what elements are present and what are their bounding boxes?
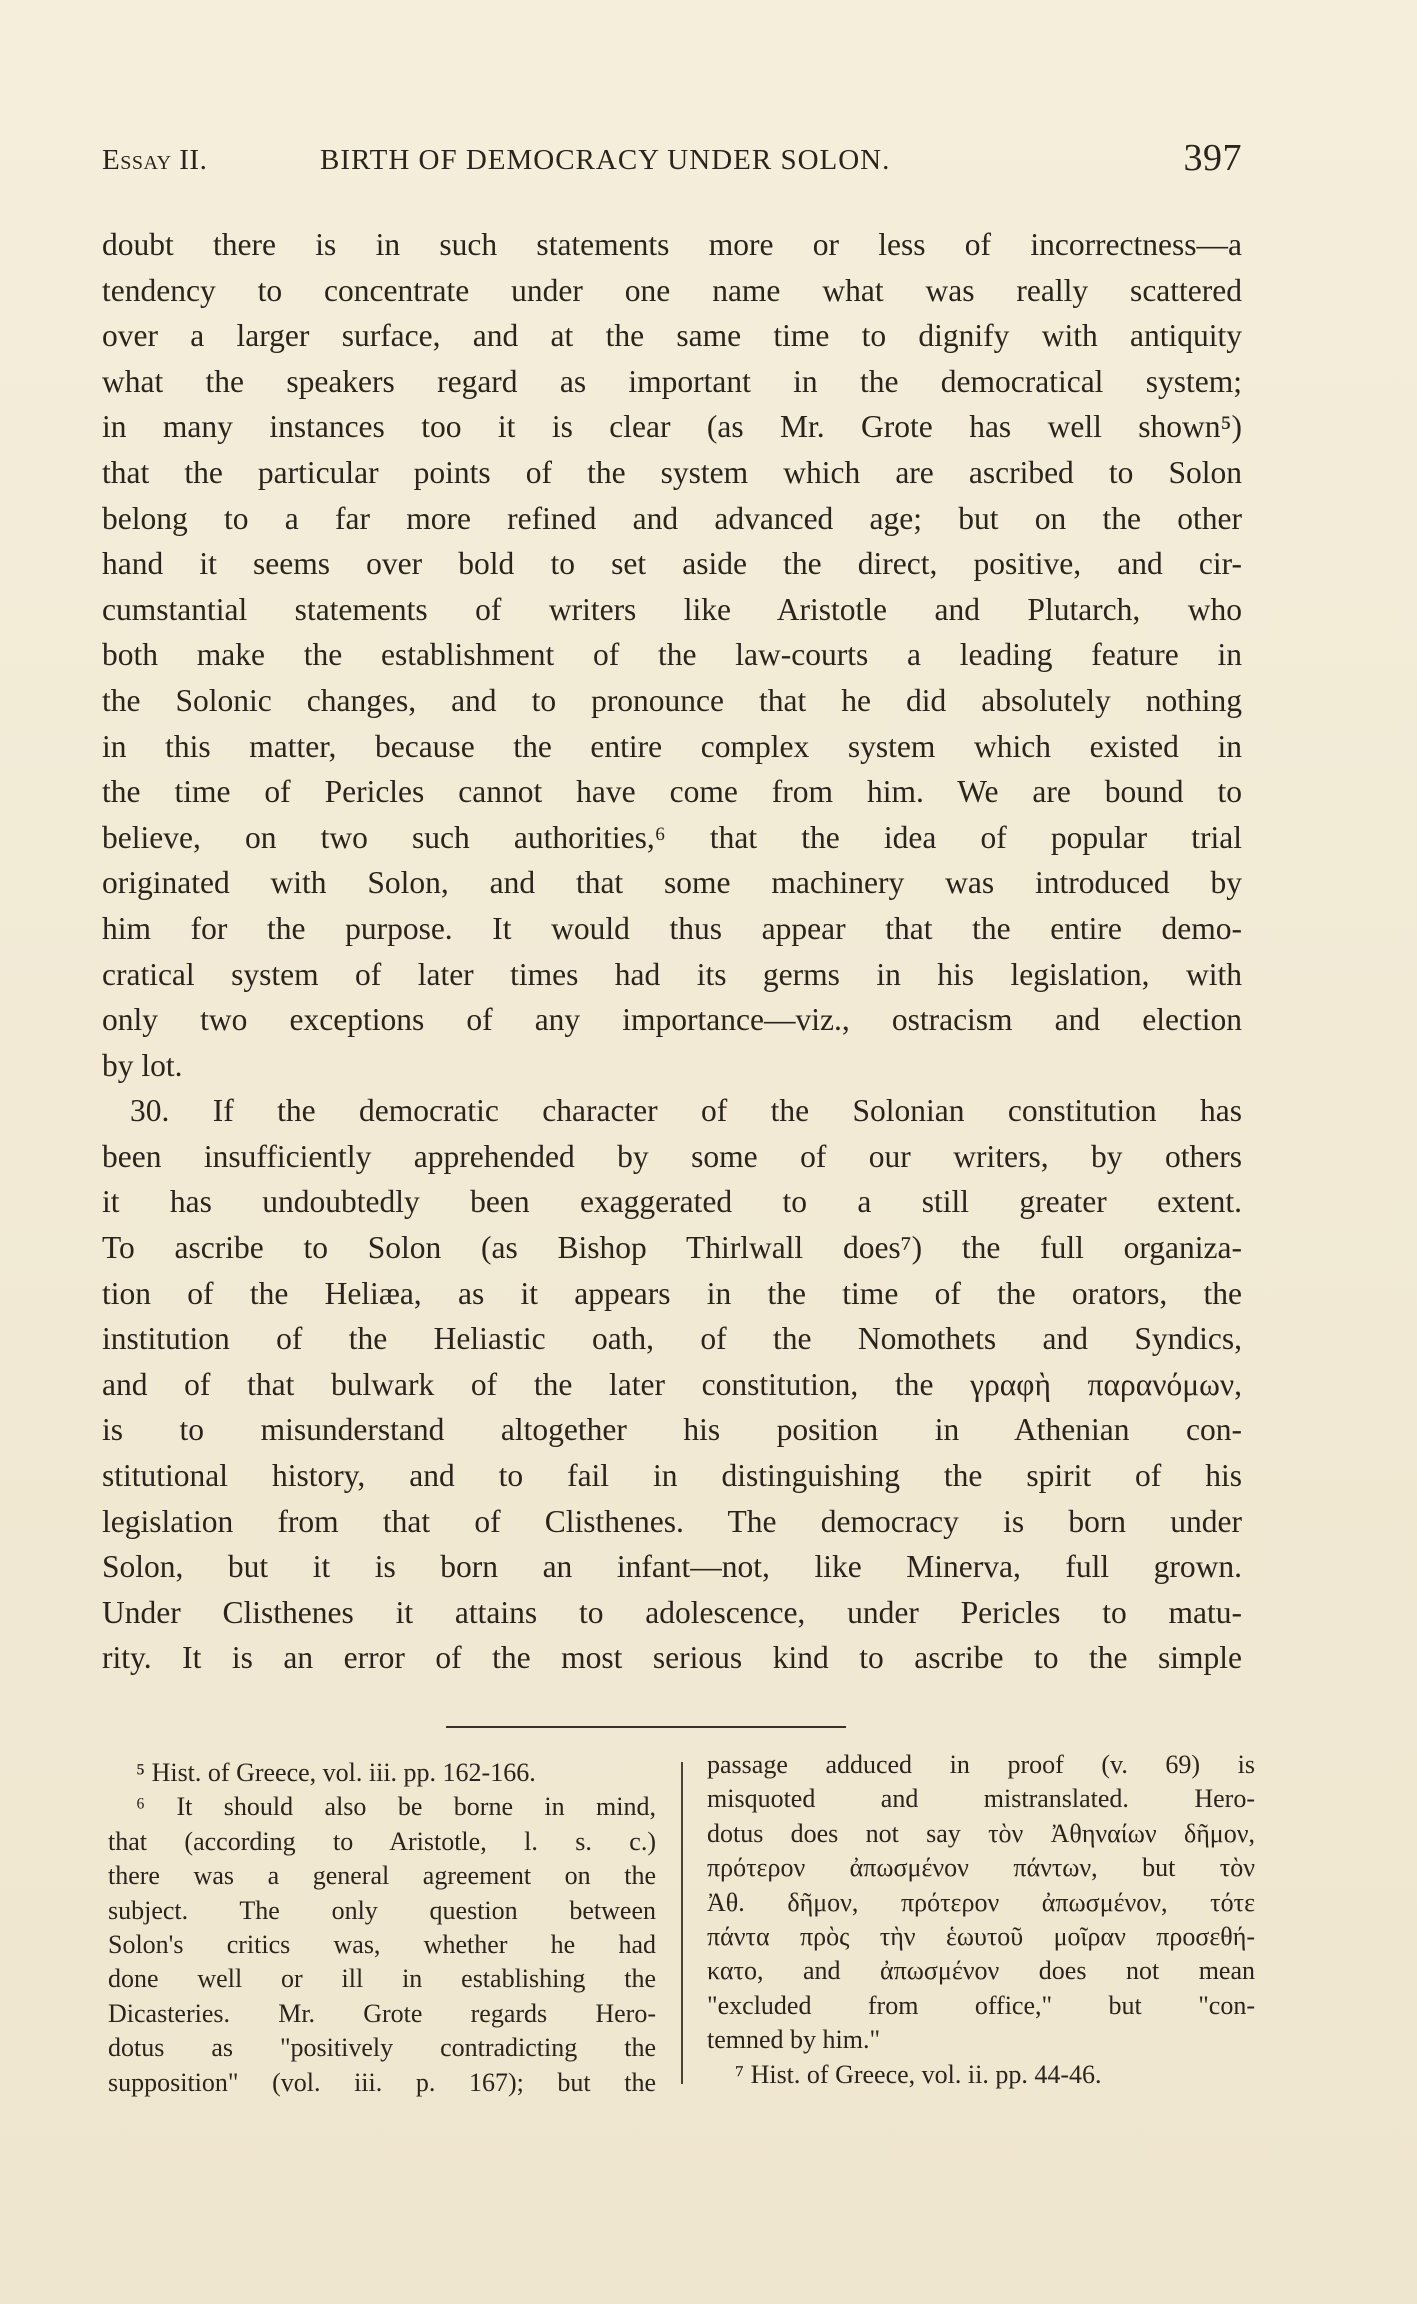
text-line: tendency to concentrate under one name what was really scattered <box>102 272 1242 308</box>
text-line: institution of the Heliastic oath, of the Nomothets and Syndics, <box>102 1321 1242 1357</box>
text-line: in this matter, because the entire complex system which existed in <box>102 728 1242 764</box>
header-essay-label: Essay II. <box>102 144 208 176</box>
footnote-line-greek: Ἀθ. δῆμον, πρότερον ἀπωσμένον, τότε <box>707 1887 1255 1917</box>
running-header <box>102 136 1242 186</box>
footnote-line-greek: πάντα πρὸς τὴν ἑωυτοῦ μοῖραν προσεθή- <box>707 1921 1255 1951</box>
text-line: stitutional history, and to fail in distinguishing the spirit of his <box>102 1458 1242 1494</box>
footnote-line: dotus as "positively contradicting the <box>108 2033 656 2063</box>
text-line: rity. It is an error of the most serious kind to ascribe to the simple <box>102 1640 1242 1676</box>
footnote-line: supposition" (vol. iii. p. 167); but the <box>108 2067 656 2097</box>
footnote-line: misquoted and mistranslated. Hero- <box>707 1784 1255 1814</box>
footnote-line: there was a general agreement on the <box>108 1861 656 1891</box>
footnote-column-divider <box>681 1762 683 2084</box>
footnote-line: "excluded from office," but "con- <box>707 1990 1255 2020</box>
text-line: what the speakers regard as important in the democratical system; <box>102 363 1242 399</box>
footnotes-left-column <box>108 1756 656 2100</box>
text-line: originated with Solon, and that some machinery was introduced by <box>102 865 1242 901</box>
text-line: it has undoubtedly been exaggerated to a still greater extent. <box>102 1184 1242 1220</box>
header-title: BIRTH OF DEMOCRACY UNDER SOLON. <box>320 144 891 176</box>
footnote-line: passage adduced in proof (v. 69) is <box>707 1750 1255 1779</box>
footnote-line: subject. The only question between <box>108 1895 656 1925</box>
footnote-5: ⁵ Hist. of Greece, vol. iii. pp. 162-166. <box>136 1758 536 1787</box>
text-line: the Solonic changes, and to pronounce that he did absolutely nothing <box>102 682 1242 718</box>
text-line: cumstantial statements of writers like Aristotle and Plutarch, who <box>102 591 1242 627</box>
text-line: legislation from that of Clisthenes. The democracy is born under <box>102 1503 1242 1539</box>
text-line: and of that bulwark of the later constitution, the γραφὴ παρανόμων, <box>102 1366 1242 1402</box>
text-line: both make the establishment of the law-courts a leading feature in <box>102 637 1242 673</box>
text-line: only two exceptions of any importance—viz., ostracism and election <box>102 1002 1242 1038</box>
footnote-separator-rule <box>446 1726 846 1728</box>
footnote-6: ⁶ It should also be borne in mind, <box>136 1792 656 1822</box>
footnote-line-greek: dotus does not say τὸν Ἀθηναίων δῆμον, <box>707 1818 1255 1848</box>
text-line: hand it seems over bold to set aside the direct, positive, and cir- <box>102 546 1242 582</box>
text-line: over a larger surface, and at the same time to dignify with antiquity <box>102 318 1242 354</box>
text-line: been insufficiently apprehended by some of our writers, by others <box>102 1138 1242 1174</box>
paragraph-30-start: 30. If the democratic character of the Solonian constitution has <box>130 1093 1242 1129</box>
footnote-line: Dicasteries. Mr. Grote regards Hero- <box>108 1998 656 2028</box>
text-line: tion of the Heliæa, as it appears in the time of the orators, the <box>102 1275 1242 1311</box>
footnote-7: ⁷ Hist. of Greece, vol. ii. pp. 44-46. <box>735 2059 1102 2089</box>
text-line: belong to a far more refined and advanced age; but on the other <box>102 500 1242 536</box>
text-line: doubt there is in such statements more or less of incorrectness—a <box>102 227 1242 262</box>
footnote-line: that (according to Aristotle, l. s. c.) <box>108 1826 656 1856</box>
text-line: Solon, but it is born an infant—not, like Minerva, full grown. <box>102 1549 1242 1585</box>
text-line: To ascribe to Solon (as Bishop Thirlwall does⁷) the full organiza- <box>102 1230 1242 1266</box>
text-line: is to misunderstand altogether his position in Athenian con- <box>102 1412 1242 1448</box>
footnote-line: κατο, and ἀπωσμένον does not mean <box>707 1956 1255 1986</box>
text-line: believe, on two such authorities,⁶ that the idea of popular trial <box>102 819 1242 855</box>
footnote-line: temned by him." <box>707 2025 881 2055</box>
page-number: 397 <box>1183 137 1242 179</box>
footnote-line-greek: πρότερον ἀπωσμένον πάντων, but τὸν <box>707 1853 1255 1883</box>
text-line: that the particular points of the system which are ascribed to Solon <box>102 454 1242 490</box>
main-text <box>102 222 1242 1681</box>
text-line: cratical system of later times had its germs in his legislation, with <box>102 956 1242 992</box>
text-line: Under Clisthenes it attains to adolescence, under Pericles to matu- <box>102 1594 1242 1630</box>
text-line: by lot. <box>102 1047 183 1083</box>
footnote-line: done well or ill in establishing the <box>108 1964 656 1994</box>
text-line: the time of Pericles cannot have come from him. We are bound to <box>102 774 1242 810</box>
text-line: in many instances too it is clear (as Mr. Grote has well shown⁵) <box>102 409 1242 445</box>
footnotes-right-column <box>707 1748 1255 2092</box>
footnote-line: Solon's critics was, whether he had <box>108 1929 656 1959</box>
text-line: him for the purpose. It would thus appear that the entire demo- <box>102 910 1242 946</box>
